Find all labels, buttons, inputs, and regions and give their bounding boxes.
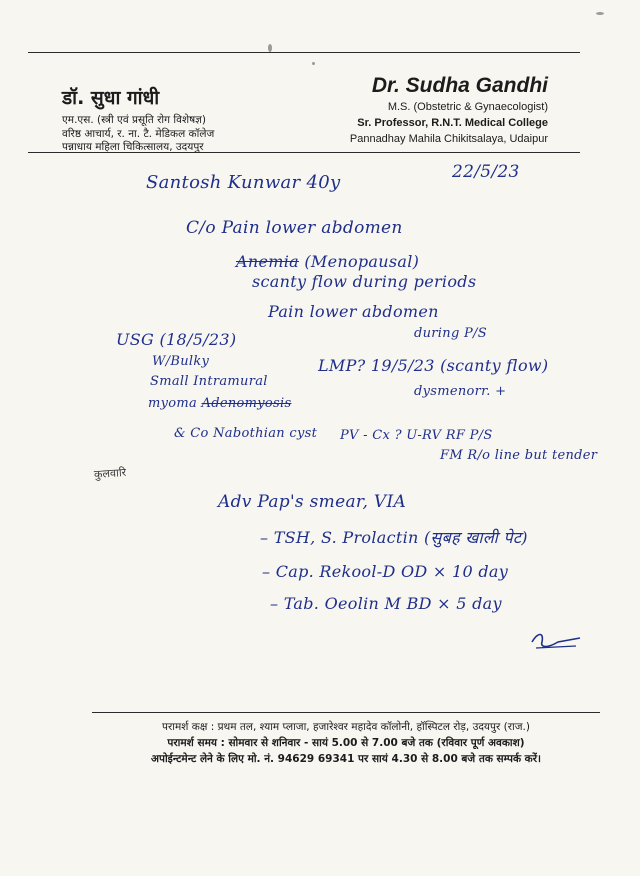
- exam-note: PV - Cx ? U-RV RF P/S: [340, 428, 493, 443]
- footer-timing: परामर्श समय : सोमवार से शनिवार - सायं 5.00 से 7.00 बजे तक (रविवार पूर्ण अवकाश): [167, 737, 525, 749]
- usg-heading: USG (18/5/23): [116, 330, 237, 349]
- complaint-line: Pain lower abdomen: [268, 302, 439, 321]
- advice-heading: Adv Pap's smear, VIA: [218, 492, 407, 512]
- complaint-line: C/o Pain lower abdomen: [186, 218, 403, 238]
- paper-speck: [596, 12, 604, 15]
- advice-item-text: Tab. Oeolin M BD × 5 day: [283, 594, 502, 613]
- complaint-struck-line: [236, 252, 419, 271]
- complaint-line: during P/S: [414, 326, 487, 341]
- advice-item-text: TSH, S. Prolactin (सुबह खाली पेट): [273, 528, 528, 547]
- qualification-hindi: एम.एस. (स्त्री एवं प्रसूति रोग विशेषज्ञ): [62, 114, 206, 126]
- footer-rule: [92, 712, 600, 713]
- advice-item: – Cap. Rekool-D OD × 10 day: [262, 562, 509, 581]
- paper-speck: [312, 62, 315, 65]
- qualification-english: M.S. (Obstetric & Gynaecologist): [387, 101, 548, 113]
- hindi-stamp: कुलवारि: [93, 465, 127, 482]
- usg-finding: W/Bulky: [152, 354, 210, 369]
- header-rule: [28, 152, 580, 153]
- lmp-note: LMP? 19/5/23 (scanty flow): [318, 356, 549, 375]
- signature: [528, 628, 584, 652]
- complaint-struck-word: Anemia: [236, 252, 299, 271]
- usg-finding: myoma: [148, 396, 198, 411]
- doctor-name-hindi: डॉ. सुधा गांधी: [62, 87, 160, 109]
- position-english: Sr. Professor, R.N.T. Medical College: [357, 117, 548, 129]
- advice-item-text: Cap. Rekool-D OD × 10 day: [275, 562, 509, 581]
- footer-address: परामर्श कक्ष : प्रथम तल, श्याम प्लाजा, हजारेश्वर महादेव कॉलोनी, हॉस्पिटल रोड़, उदयपुर (राज.): [162, 721, 530, 733]
- patient-name: Santosh Kunwar 40y: [146, 172, 341, 193]
- dysmenorrhea-note: dysmenorr. +: [414, 384, 507, 399]
- complaint-struck-note: (Menopausal): [304, 252, 420, 271]
- exam-note: FM R/o line but tender: [440, 448, 598, 463]
- top-rule: [28, 52, 580, 53]
- usg-finding: Small Intramural: [150, 374, 268, 389]
- doctor-name-english: Dr. Sudha Gandhi: [371, 74, 548, 97]
- hospital-hindi: पन्नाधाय महिला चिकित्सालय, उदयपुर: [62, 141, 204, 153]
- paper-speck: [268, 44, 272, 52]
- hospital-english: Pannadhay Mahila Chikitsalaya, Udaipur: [349, 133, 548, 145]
- position-hindi: वरिष्ठ आचार्य, र. ना. टै. मेडिकल कॉलेज: [62, 128, 215, 140]
- footer-appointment: अपोईन्टमेन्ट लेने के लिए मो. नं. 94629 69341 पर सायं 4.30 से 8.00 बजे तक सम्पर्क करें।: [150, 753, 542, 765]
- usg-finding: & Co Nabothian cyst: [174, 426, 318, 441]
- complaint-line: scanty flow during periods: [252, 272, 477, 291]
- usg-finding-struck: Adenomyosis: [201, 396, 292, 411]
- visit-date: 22/5/23: [452, 162, 520, 182]
- advice-item: – TSH, S. Prolactin (सुबह खाली पेट): [260, 528, 528, 547]
- usg-finding-line: [148, 396, 291, 411]
- advice-item: – Tab. Oeolin M BD × 5 day: [270, 594, 502, 613]
